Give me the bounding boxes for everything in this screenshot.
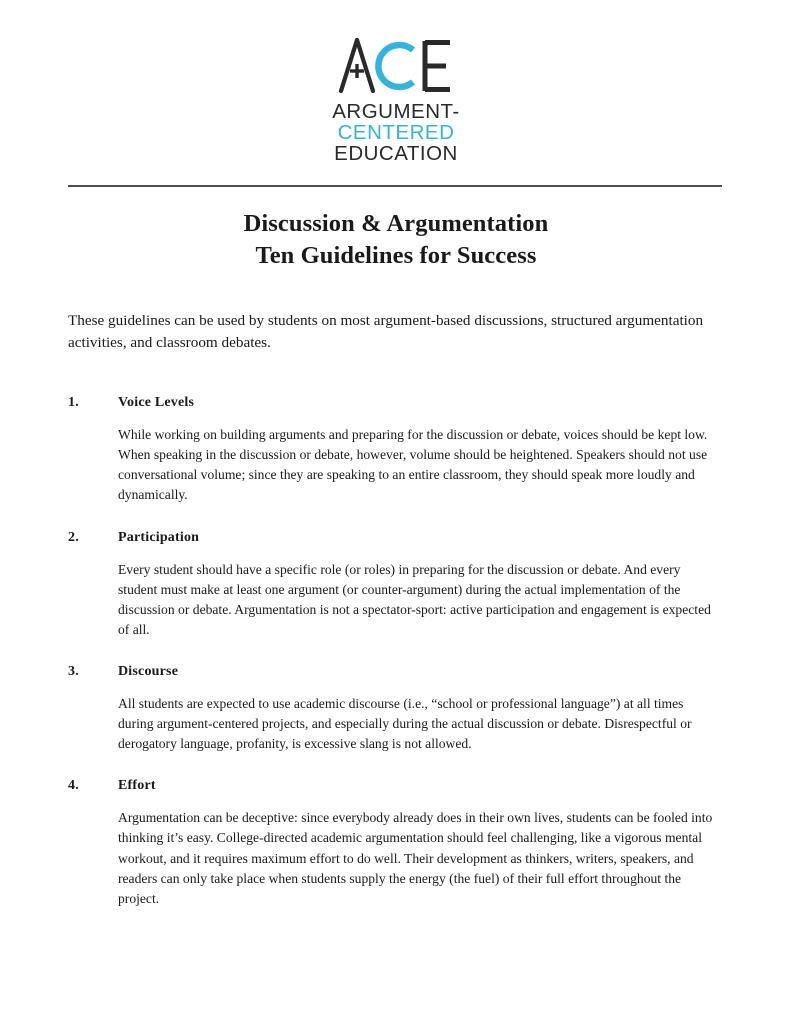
guideline-item-4 bbox=[68, 778, 722, 909]
guideline-heading-3 bbox=[68, 664, 722, 680]
page-title-line-1: Discussion & Argumentation bbox=[243, 210, 549, 237]
guideline-number-2: 2. bbox=[68, 529, 79, 545]
wordmark-line-argument: ARGUMENT- bbox=[332, 100, 460, 123]
ace-logo-mark-icon bbox=[337, 34, 455, 96]
guideline-heading-4 bbox=[68, 778, 722, 794]
ace-logo bbox=[0, 0, 792, 165]
guideline-title-1: Voice Levels bbox=[118, 395, 195, 411]
guideline-item-1 bbox=[68, 395, 722, 505]
wordmark-line-centered: CENTERED bbox=[337, 120, 455, 144]
guideline-item-3 bbox=[68, 664, 722, 754]
guideline-body-3: All students are expected to use academic discourse (i.e., “school or professional language”) at all times during argument-centered projects, and especially during the actual discussion or debate. Disrespectful or derogatory language, profanity, is excessive slang is not allowed. bbox=[118, 696, 692, 752]
guideline-number-4: 4. bbox=[68, 778, 79, 794]
guideline-item-2 bbox=[68, 530, 722, 640]
guideline-heading-2 bbox=[68, 530, 722, 546]
guidelines-list bbox=[68, 395, 722, 909]
document-content bbox=[68, 310, 722, 909]
guideline-body-1: While working on building arguments and preparing for the discussion or debate, voices should be kept low. When speaking in the discussion or debate, however, volume should be heightened. Speakers should not use conversational volume; since they are speaking to an entire classroom, they should speak more loudly and dynamically. bbox=[118, 427, 708, 503]
guideline-body-4: Argumentation can be deceptive: since everybody already does in their own lives, students can be fooled into thinking it’s easy. College-directed academic argumentation should feel challenging, like a vigorous mental workout, and it requires maximum effort to do well. Their development as thinkers, writers, speakers, and readers can only take place when students supply the energy (the fuel) of their full effort throughout the project. bbox=[118, 810, 713, 906]
guideline-number-1: 1. bbox=[68, 395, 79, 411]
guideline-number-3: 3. bbox=[68, 664, 79, 680]
intro-paragraph: These guidelines can be used by students on most argument-based discussions, structured argumentation activities, and classroom debates. bbox=[68, 312, 704, 351]
guideline-title-3: Discourse bbox=[118, 664, 179, 680]
guideline-title-4: Effort bbox=[118, 778, 156, 794]
page-title bbox=[0, 208, 792, 273]
wordmark-line-education: EDUCATION bbox=[334, 141, 458, 165]
guideline-heading-1 bbox=[68, 395, 722, 411]
ace-logo-wordmark bbox=[332, 102, 460, 165]
header-divider bbox=[68, 185, 722, 187]
guideline-body-2: Every student should have a specific role (or roles) in preparing for the discussion or debate. And every student must make at least one argument (or counter-argument) during the actual implementation of the discussion or debate. Argumentation is not a spectator-sport: active participation and engagement is expected of all. bbox=[118, 561, 711, 637]
page-title-line-2: Ten Guidelines for Success bbox=[255, 242, 537, 270]
guideline-title-2: Participation bbox=[118, 529, 200, 545]
